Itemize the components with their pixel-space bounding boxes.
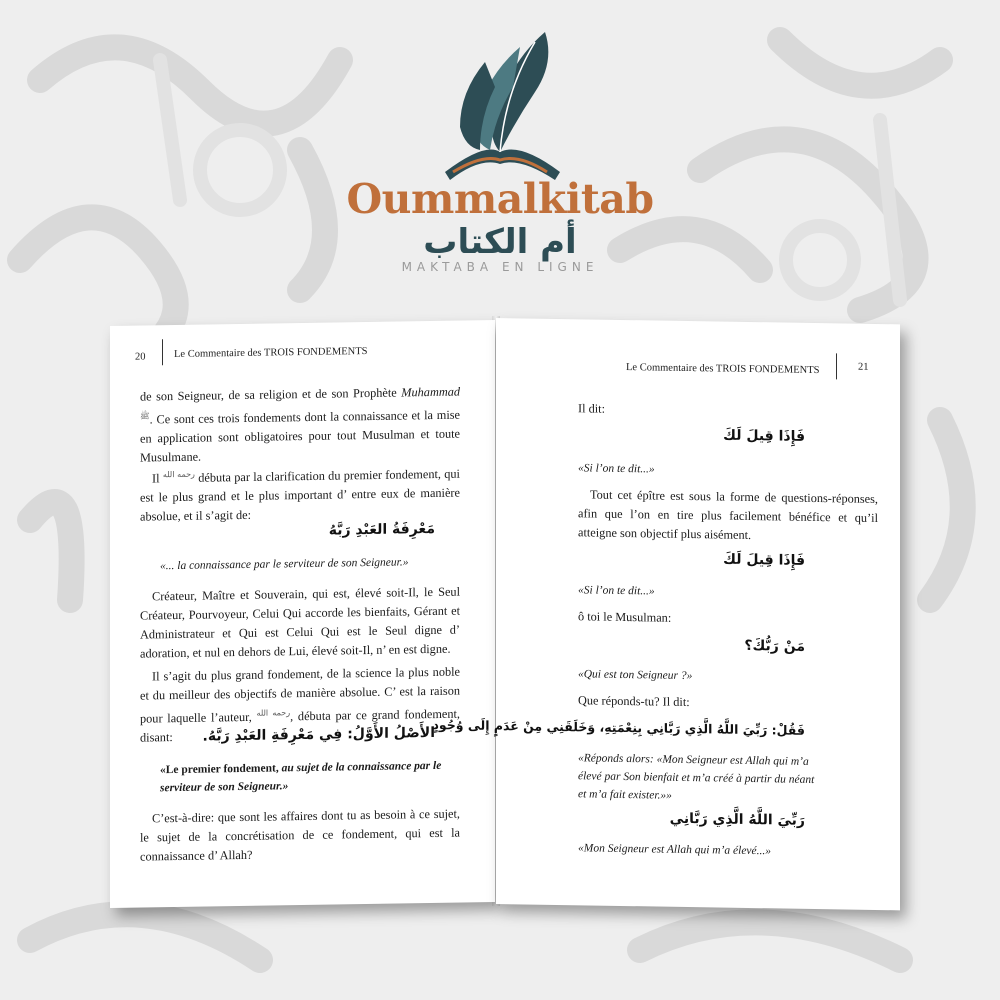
honorific-icon: رحمه الله [162, 469, 195, 480]
arabic-quote: فَقُلْ: رَبِّيَ اللَّهُ الَّذِي رَبَّانِي بِنِعْمَتِهِ، وَخَلَقَنِي مِنْ عَدَمٍ إِلَى وُجُودٍ [432, 717, 805, 738]
paragraph: Tout cet épître est sous la forme de questions-réponses, afin que l’on en tire plus facilement bénéfice et qu’il atteigne son objectif plus aisément. [578, 487, 878, 543]
text-line: ô toi le Musulman: [578, 609, 672, 625]
paragraph: Créateur, Maître et Souverain, qui est, élevé soit-Il, le Seul Créateur, Pourvoyeur, Celui Qui accorde les bienfaits, Gérant et Administrateur et Qui est Celui Qui est le Seul digne d’ adoration, et nul en dehors de Lui, élevé soit-Il, n’ en est digne. [140, 584, 460, 661]
header-rule [162, 339, 163, 365]
running-header: Le Commentaire des TROIS FONDEMENTS [626, 362, 820, 377]
text-run: «Réponds alors: [578, 752, 657, 766]
logo-feather-book-icon [425, 22, 575, 192]
paragraph [140, 461, 460, 527]
prophet-name: Muhammad [401, 384, 460, 400]
arabic-quote: الأَصْلُ الأَوَّلُ: فِي مَعْرِفَةِ العَبْدِ رَبَّهُ. [202, 724, 435, 745]
arabic-quote: مَعْرِفَةُ العَبْدِ رَبَّهُ [328, 520, 435, 539]
page-number: 21 [858, 361, 869, 373]
translation-quote: «Mon Seigneur est Allah qui m’a élevé...» [578, 842, 772, 858]
page-number: 20 [135, 351, 146, 363]
text-run: débuta par la clarification du premier fondement, qui est le plus grand et le plus important d’ entre eux de manière absolue, et il s’agit de: [140, 466, 460, 524]
text-run: Il [152, 471, 163, 486]
translation-quote: «Qui est ton Seigneur ?» [578, 668, 693, 683]
right-page [432, 318, 900, 910]
arabic-quote: فَإِذَا قِيلَ لَكَ [723, 427, 805, 445]
brand-tagline: MAKTABA EN LIGNE [401, 260, 599, 274]
brand-arabic-name: أم الكتاب [423, 222, 577, 262]
text-run: . Ce sont ces trois fondements dont la connaissance et la mise en application sont obligatoires pour tout Musulman et toute Musulmane. [140, 407, 460, 465]
honorific-icon: رحمه الله [256, 708, 291, 718]
header-rule [836, 353, 837, 379]
translation-quote [160, 757, 450, 798]
text-run: , débuta par ce grand fondement, disant: [140, 706, 460, 745]
arabic-quote: رَبِّيَ اللَّهُ الَّذِي رَبَّانِي [669, 810, 805, 829]
arabic-quote: مَنْ رَبُّكَ؟ [744, 637, 805, 655]
arabic-quote: فَإِذَا قِيلَ لَكَ [723, 551, 805, 569]
translation-quote: «... la connaissance par le serviteur de son Seigneur.» [160, 556, 409, 573]
translation-quote: «Si l’on te dit...» [578, 584, 655, 598]
translation-quote [578, 749, 818, 807]
translation-quote: «Si l’on te dit...» [578, 462, 655, 476]
text-line: Il dit: [578, 401, 605, 416]
left-page [110, 320, 495, 908]
text-run: «Le premier fondement, [160, 762, 282, 777]
paragraph [140, 383, 460, 468]
text-run: au sujet de la connaissance par le serviteur de son Seigneur.» [160, 759, 442, 795]
text-run: Il s’agit du plus grand fondement, de la science la plus noble et du meilleur des objectifs de manière absolue. C’ est la raison pour laquelle l’auteur, [140, 664, 460, 726]
text-line: Que réponds-tu? Il dit: [578, 693, 690, 710]
running-header: Le Commentaire des TROIS FONDEMENTS [174, 346, 368, 361]
brand-name: Oummalkitab [346, 175, 654, 223]
text-run: de son Seigneur, de sa religion et de son Prophète [140, 385, 402, 404]
honorific-icon: ﷺ [140, 411, 150, 421]
text-run: «Mon Seigneur est Allah qui m’a élevé par Son bienfait et m’a créé à partir du néant et m’a fait exister.»» [578, 753, 815, 802]
paragraph: C’est-à-dire: que sont les affaires dont tu as besoin à ce sujet, le sujet de la concrétisation de ce fondement, qui est la connaissance d’ Allah? [140, 806, 460, 864]
